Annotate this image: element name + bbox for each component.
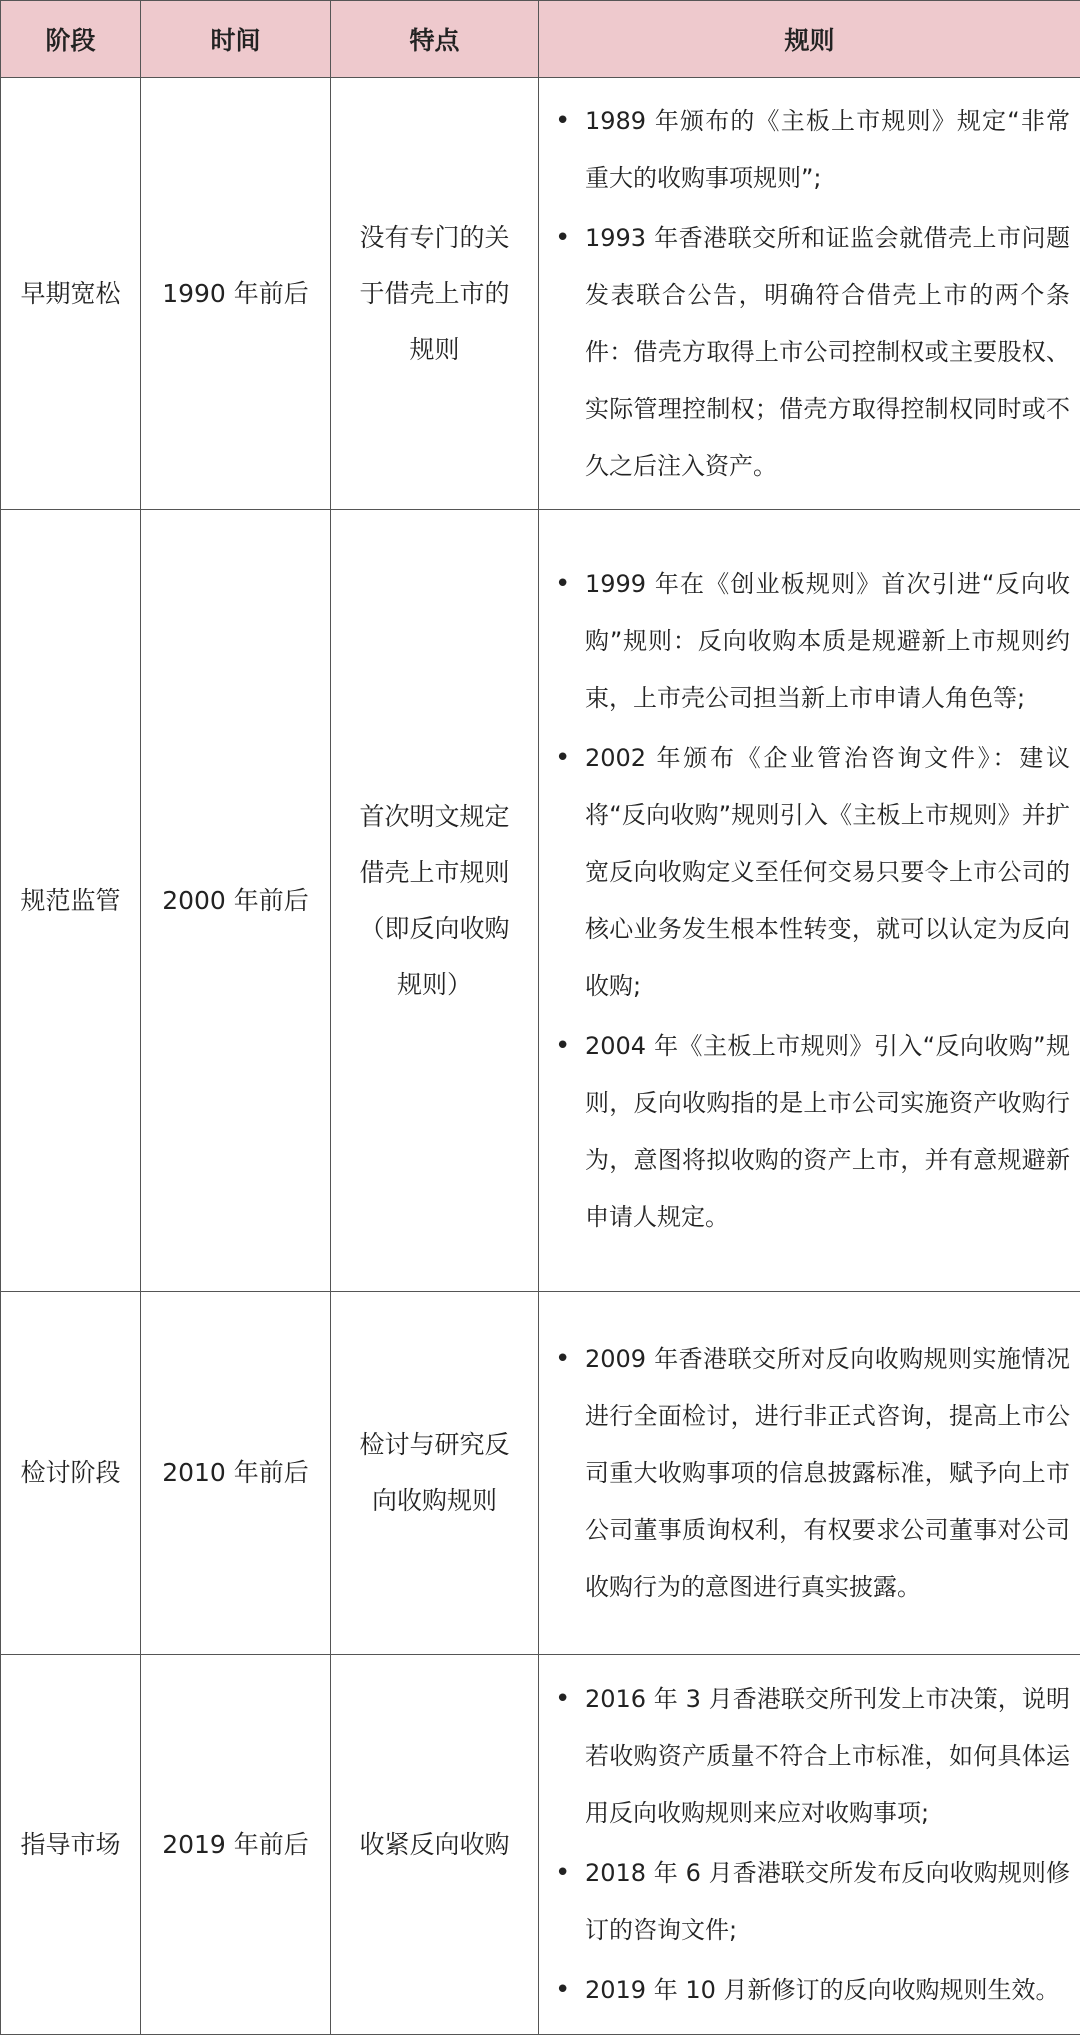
rule-text: 2019 年 10 月新修订的反向收购规则生效。 [585, 1975, 1060, 2004]
rule-item [553, 1962, 1070, 2019]
bullet-icon: • [555, 1343, 571, 1374]
bullet-icon: • [555, 1030, 571, 1061]
feature-cell: 没有专门的关于借壳上市的规则 [331, 78, 539, 510]
rule-text: 2009 年香港联交所对反向收购规则实施情况进行全面检讨，进行非正式咨询，提高上市公司重大收购事项的信息披露标准，赋予向上市公司董事质询权利，有权要求公司董事对公司收购行为的意图进行真实披露。 [585, 1344, 1070, 1601]
rule-text: 2016 年 3 月香港联交所刊发上市决策，说明若收购资产质量不符合上市标准，如何具体运用反向收购规则来应对收购事项; [585, 1684, 1070, 1827]
rule-item [553, 1671, 1070, 1842]
bullet-icon: • [555, 1857, 571, 1888]
bullet-icon: • [555, 1683, 571, 1714]
rule-text: 2018 年 6 月香港联交所发布反向收购规则修订的咨询文件; [585, 1858, 1070, 1944]
rule-item [553, 1331, 1070, 1616]
rule-text: 2004 年《主板上市规则》引入“反向收购”规则，反向收购指的是上市公司实施资产收购行为，意图将拟收购的资产上市，并有意规避新申请人规定。 [585, 1031, 1070, 1231]
table-row [1, 78, 1080, 510]
rules-list [553, 556, 1070, 1246]
rules-list [553, 93, 1070, 495]
rule-text: 2002 年颁布《企业管治咨询文件》：建议将“反向收购”规则引入《主板上市规则》并扩宽反向收购定义至任何交易只要令上市公司的核心业务发生根本性转变，就可以认定为反向收购; [585, 743, 1070, 1000]
table-row [1, 510, 1080, 1292]
bullet-icon: • [555, 1974, 571, 2005]
bullet-icon: • [555, 742, 571, 773]
stage-cell: 早期宽松 [1, 78, 141, 510]
stage-cell: 指导市场 [1, 1655, 141, 2035]
rule-item [553, 1845, 1070, 1959]
rule-item [553, 1018, 1070, 1246]
rule-item [553, 210, 1070, 495]
rules-cell [539, 1292, 1080, 1655]
header-stage: 阶段 [1, 1, 141, 78]
feature-cell: 首次明文规定借壳上市规则（即反向收购规则） [331, 510, 539, 1292]
rule-item [553, 556, 1070, 727]
rules-list [553, 1331, 1070, 1616]
time-cell: 2000 年前后 [141, 510, 331, 1292]
rule-item [553, 730, 1070, 1015]
header-rules: 规则 [539, 1, 1080, 78]
feature-cell: 检讨与研究反向收购规则 [331, 1292, 539, 1655]
header-time: 时间 [141, 1, 331, 78]
rules-cell [539, 510, 1080, 1292]
stage-cell: 检讨阶段 [1, 1292, 141, 1655]
bullet-icon: • [555, 568, 571, 599]
header-row [1, 1, 1080, 78]
table-row [1, 1292, 1080, 1655]
time-cell: 2010 年前后 [141, 1292, 331, 1655]
bullet-icon: • [555, 105, 571, 136]
rule-text: 1993 年香港联交所和证监会就借壳上市问题发表联合公告，明确符合借壳上市的两个条件：借壳方取得上市公司控制权或主要股权、实际管理控制权；借壳方取得控制权同时或不久之后注入资产。 [585, 223, 1070, 480]
rules-list [553, 1671, 1070, 2019]
rules-cell [539, 78, 1080, 510]
rules-cell [539, 1655, 1080, 2035]
table-row [1, 1655, 1080, 2035]
feature-cell: 收紧反向收购 [331, 1655, 539, 2035]
rule-item [553, 93, 1070, 207]
time-cell: 2019 年前后 [141, 1655, 331, 2035]
rule-text: 1989 年颁布的《主板上市规则》规定“非常重大的收购事项规则”; [585, 106, 1070, 192]
time-cell: 1990 年前后 [141, 78, 331, 510]
rule-text: 1999 年在《创业板规则》首次引进“反向收购”规则：反向收购本质是规避新上市规则约束，上市壳公司担当新上市申请人角色等; [585, 569, 1070, 712]
stage-cell: 规范监管 [1, 510, 141, 1292]
bullet-icon: • [555, 222, 571, 253]
header-feature: 特点 [331, 1, 539, 78]
